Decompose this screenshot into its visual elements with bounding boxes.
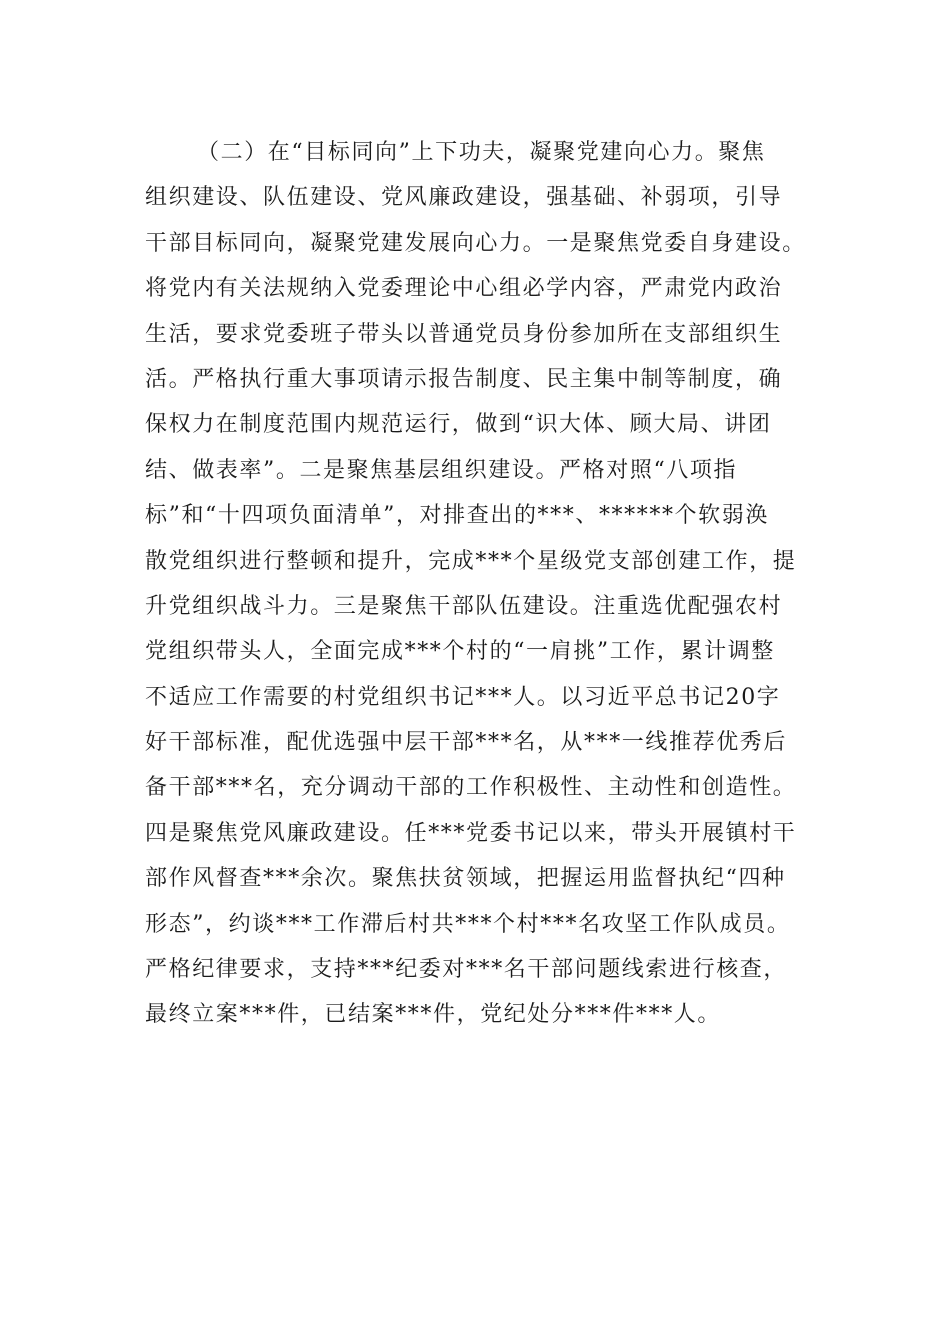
paragraph-line: 形态”，约谈***工作滞后村共***个村***名攻坚工作队成员。	[145, 911, 791, 937]
paragraph-line: 升党组织战斗力。三是聚焦干部队伍建设。注重选优配强农村	[145, 593, 783, 619]
paragraph-line: 备干部***名，充分调动干部的工作积极性、主动性和创造性。	[145, 775, 797, 801]
paragraph-line: 标”和“十四项负面清单”，对排查出的***、******个软弱涣	[145, 503, 769, 529]
paragraph-line: 好干部标准，配优选强中层干部***名，从***一线推荐优秀后	[145, 730, 788, 756]
paragraph-line: 将党内有关法规纳入党委理论中心组必学内容，严肃党内政治	[145, 276, 783, 302]
paragraph-line: （二）在“目标同向”上下功夫，凝聚党建向心力。聚焦	[197, 140, 766, 165]
paragraph-line: 组织建设、队伍建设、党风廉政建设，强基础、补弱项，引导	[145, 185, 783, 211]
paragraph-line: 严格纪律要求，支持***纪委对***名干部问题线索进行核查，	[145, 957, 788, 983]
paragraph-line: 干部目标同向，凝聚党建发展向心力。一是聚焦党委自身建设。	[145, 230, 806, 256]
paragraph-line: 散党组织进行整顿和提升，完成***个星级党支部创建工作，提	[145, 548, 797, 574]
paragraph-line: 四是聚焦党风廉政建设。任***党委书记以来，带头开展镇村干	[145, 820, 797, 846]
paragraph-line: 不适应工作需要的村党组织书记***人。以习近平总书记20字	[145, 684, 781, 710]
paragraph-line: 生活，要求党委班子带头以普通党员身份参加所在支部组织生	[145, 321, 783, 347]
paragraph-line: 保权力在制度范围内规范运行，做到“识大体、顾大局、讲团	[145, 412, 772, 438]
paragraph-line: 部作风督查***余次。聚焦扶贫领域，把握运用监督执纪“四种	[145, 866, 786, 892]
paragraph-line: 最终立案***件，已结案***件，党纪处分***件***人。	[145, 1002, 722, 1028]
paragraph-line: 党组织带头人，全面完成***个村的“一肩挑”工作，累计调整	[145, 639, 775, 665]
paragraph-line: 活。严格执行重大事项请示报告制度、民主集中制等制度，确	[145, 366, 783, 392]
body-paragraph	[145, 130, 810, 1038]
paragraph-line: 结、做表率”。二是聚焦基层组织建设。严格对照“八项指	[145, 457, 738, 483]
